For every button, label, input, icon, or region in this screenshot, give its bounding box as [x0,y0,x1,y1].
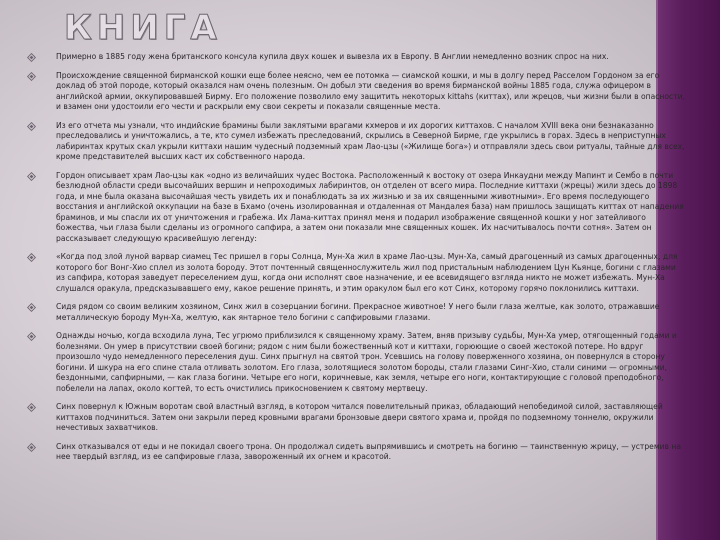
list-item [27,331,687,394]
diamond-bullet-icon [27,443,36,452]
diamond-bullet-icon [27,53,36,62]
paragraph-text: Гордон описывает храм Лао-цзы как «одно из величайших чудес Востока. Расположенный к востоку от озера Инкаудни между Мапинт и Сембо в почти безлюдной области среди высочайших вершин и непроходимых лабиринтов, он отделен от всего мира. Последние киттахи (жрецы) жили здесь до 1898 года, и мне была оказана высочайшая честь увидеть их и понаблюдать за их жизнью и за их священными животными». Его время последующего восстания и английской оккупации на базе в Бхамо (очень изолированная и отдаленная от Мандалея база) нам пришлось защищать киттах от нападения браминов, и мы спасли их от уничтожения и грабежа. Их Лама-киттах принял меня и подарил изображение священной кошки у ног затейливого божества, чьи глаза были сделаны из огромного сапфира, а затем они показали мне священных кошек. Их насчитывалось почти сотня». Затем он рассказывает следующую красивейшую легенду: [56,170,684,243]
paragraph-text: Примерно в 1885 году жена британского консула купила двух кошек и вывезла их в Европу. В Англии немедленно возник спрос на них. [56,52,609,61]
diamond-bullet-icon [27,303,36,312]
list-item [27,71,687,113]
diamond-bullet-icon [27,253,36,262]
paragraph-text: Сидя рядом со своим великим хозяином, Синх жил в созерцании богини. Прекрасное животное! У него были глаза желтые, как золото, отражавшие металлическую бороду Мун-Ха, желтую, как янтарное тело богини с сапфировыми глазами. [56,302,660,322]
diamond-bullet-icon [27,172,36,181]
list-item [27,402,687,434]
paragraph-text: «Когда под злой луной варвар сиамец Тес пришел в горы Солнца, Мун-Ха жил в храме Лао-цзы. Мун-Ха, самый драгоценный из самых драгоценных, для которого бог Вонг-Хио сплел из золота бороду. Этот почтенный священнослужитель жил под пристальным наблюдением Цун Кьянце, богини с глазами из сапфира, которая заведует переселением душ, когда они исполнят свое назначение, и ее всевидящего взгляда никто не может избежать. Мун-Ха слушался оракула, предсказывавшего ему, какое решение принять, и этим оракулом был его кот Синх, которому горячо поклонились киттахи. [56,252,678,293]
paragraph-text: Из его отчета мы узнали, что индийские брамины были заклятыми врагами кхмеров и их дорогих киттахов. С началом XVIII века они безнаказанно преследовались и уничтожались, а те, кто сумел избежать преследований, скрылись в Северной Бирме, где укрылись в горах. Здесь в неприступных лабиринтах крутых скал укрыли киттахи нашим чудесный подземный храм Лао-цзы («Жилище бога») и отправляли здесь свои ритуалы, тайные для всех, кроме представителей высших каст их собственного народа. [56,120,685,161]
paragraph-text: Однажды ночью, когда всходила луна, Тес угрюмо приблизился к священному храму. Затем, вняв призыву судьбы, Мун-Ха умер, отягощенный годами и болезнями. Он умер в присутствии своей богини; рядом с ним были божественный кот и киттахи, горюющие о своей жестокой потере. Но вдруг произошло чудо немедленного переселения душ. Синх прыгнул на святой трон. Усевшись на голову поверженного хозяина, он повернулся в сторону богини. И шкура на его спине стала отливать золотом. Его глаза, золотящиеся золотом бороды, стали глазами Синг-Хио, стали синими — огромными, бездонными, сапфирными, — как глаза богини. Четыре его ноги, коричневые, как земля, четыре его ноги, контактирующие с головой преподобного, побелели на лапах, около когтей, то есть очистились прикосновением к святому мертвецу. [56,331,677,393]
list-item [27,171,687,245]
paragraph-text: Происхождение священной бирманской кошки еще более неясно, чем ее потомка — сиамской кошки, и мы в долгу перед Расселом Гордоном за его доклад об этой породе, который оказался нам очень полезным. Он добыл эти сведения во время бирманской войны 1885 года, служа офицером в английской армии, оккупировавшей Бирму. Его положение позволило ему защитить некоторых kittahs (киттах), или жрецов, чьи жизни были в опасности, и взамен они удостоили его чести и раскрыли ему свои секреты и показали священные места. [56,70,685,111]
paragraph-text: Синх повернул к Южным воротам свой властный взгляд, в котором читался повелительный приказ, обладающий непобедимой силой, заставляющей киттахов подчиниться. Затем они закрыли перед кровными врагами бронзовые двери святого храма и, пройдя по подземному тоннелю, окружили нечестивых захватчиков. [56,402,663,432]
list-item [27,121,687,163]
list-item [27,302,687,323]
paragraph-text: Синх отказывался от еды и не покидал своего трона. Он продолжал сидеть выпрямившись и смотреть на богиню — таинственную жрицу, — устремив на нее твердый взгляд, из ее сапфировые глаза, завороженный их огнем и красотой. [56,441,682,461]
list-item [27,52,687,63]
diamond-bullet-icon [27,72,36,81]
diamond-bullet-icon [27,122,36,131]
list-item [27,442,687,463]
slide-title: КНИГА [64,8,222,48]
diamond-bullet-icon [27,403,36,412]
bullet-list [27,52,687,471]
list-item [27,252,687,294]
diamond-bullet-icon [27,332,36,341]
